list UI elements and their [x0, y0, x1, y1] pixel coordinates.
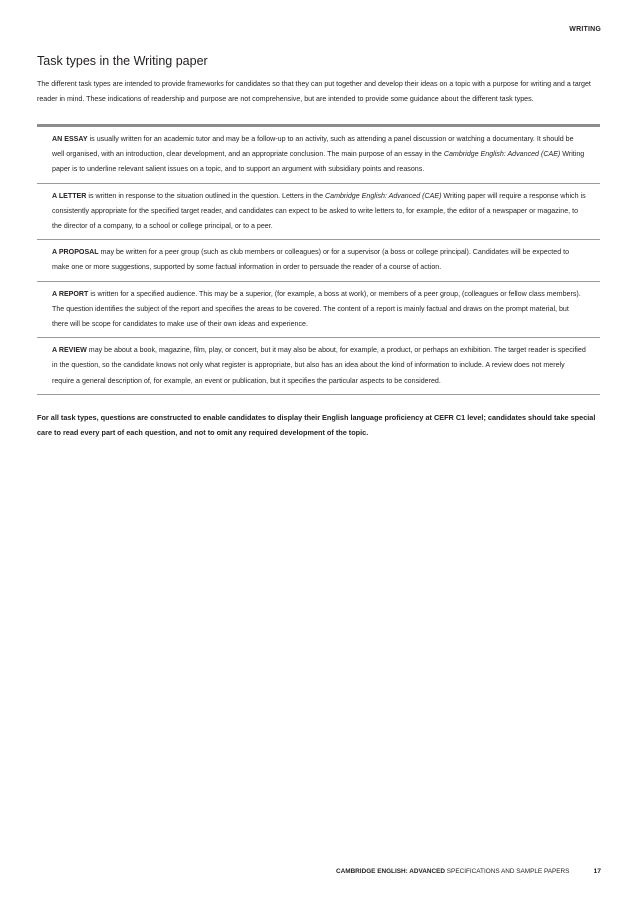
page-footer: [336, 868, 601, 875]
task-essay: [37, 127, 600, 184]
task-letter: [37, 184, 600, 241]
task-essay-text-1: is usually written for an academic tutor and may be a follow-up to an activity, such as attending a panel discussion or watching a documentary. It should be well organised, with an introduction, clear development, and an appropriate conclusion. The main purpose of an essay in the: [52, 135, 574, 159]
task-review-heading: A REVIEW: [52, 346, 87, 355]
footer-title: [336, 868, 569, 875]
task-proposal-heading: A PROPOSAL: [52, 248, 99, 257]
task-proposal: [37, 240, 600, 281]
task-proposal-text: may be written for a peer group (such as club members or colleagues) or for a supervisor (a boss or college principal). Candidates will be expected to make one or more suggestions, supported by some factual information in order to persuade the reader of a course of action.: [52, 248, 570, 272]
closing-note: For all task types, questions are constructed to enable candidates to display their English language proficiency at CEFR C1 level; candidates should take special care to read every part of each question, and not to omit any required development of the topic.: [37, 413, 596, 437]
task-letter-heading: A LETTER: [52, 191, 87, 200]
task-essay-exam-name: Cambridge English: Advanced (CAE): [443, 150, 561, 159]
task-essay-text-2: Writing paper is to underline relevant salient issues on a topic, and to support an argument with subsidiary points and reasons.: [52, 150, 585, 174]
page-title: Task types in the Writing paper: [37, 54, 208, 68]
footer-subtitle: SPECIFICATIONS AND SAMPLE PAPERS: [445, 868, 570, 875]
page-number: 17: [593, 868, 601, 875]
intro-paragraph: The different task types are intended to provide frameworks for candidates so that they can put together and develop their ideas on a topic with a purpose for writing and a target reader in mind. These indications of readership and purpose are not comprehensive, but are intended to provide some guidance about the different task types.: [37, 80, 591, 103]
task-essay-heading: AN ESSAY: [52, 135, 88, 143]
task-letter-text-1: is written in response to the situation outlined in the question. Letters in the: [86, 191, 325, 200]
footer-brand: CAMBRIDGE ENGLISH: ADVANCED: [336, 868, 446, 875]
task-letter-text-2: Writing paper will require a response which is consistently appropriate for the specified target reader, and candidates can expect to be asked to write letters to, for example, the editor of a newspaper or magazine, to the director of a company, to a school or college principal, or to a peer.: [52, 191, 586, 231]
task-letter-exam-name: Cambridge English: Advanced (CAE): [325, 191, 442, 200]
section-label: WRITING: [569, 26, 601, 33]
task-report-text: is written for a specified audience. This may be a superior, (for example, a boss at work), or members of a peer group, (colleagues or fellow class members). The question identifies the subject of the report and specifies the areas to be covered. The content of a report is mainly factual and draws on the prompt material, but there will be scope for candidates to make use of their own ideas and experience.: [52, 289, 581, 329]
task-review: [37, 338, 600, 395]
task-report: [37, 282, 600, 339]
task-review-text: may be about a book, magazine, film, play, or concert, but it may also be about, for example, a product, or perhaps an exhibition. The target reader is specified in the question, so the candidate knows not only what register is appropriate, but also has an idea about the kind of information to include. A review does not merely require a general description of, for example, an event or publication, but it specifies the particular aspects to be considered.: [52, 346, 586, 385]
task-report-heading: A REPORT: [52, 289, 89, 298]
task-types-panel: [37, 124, 600, 395]
